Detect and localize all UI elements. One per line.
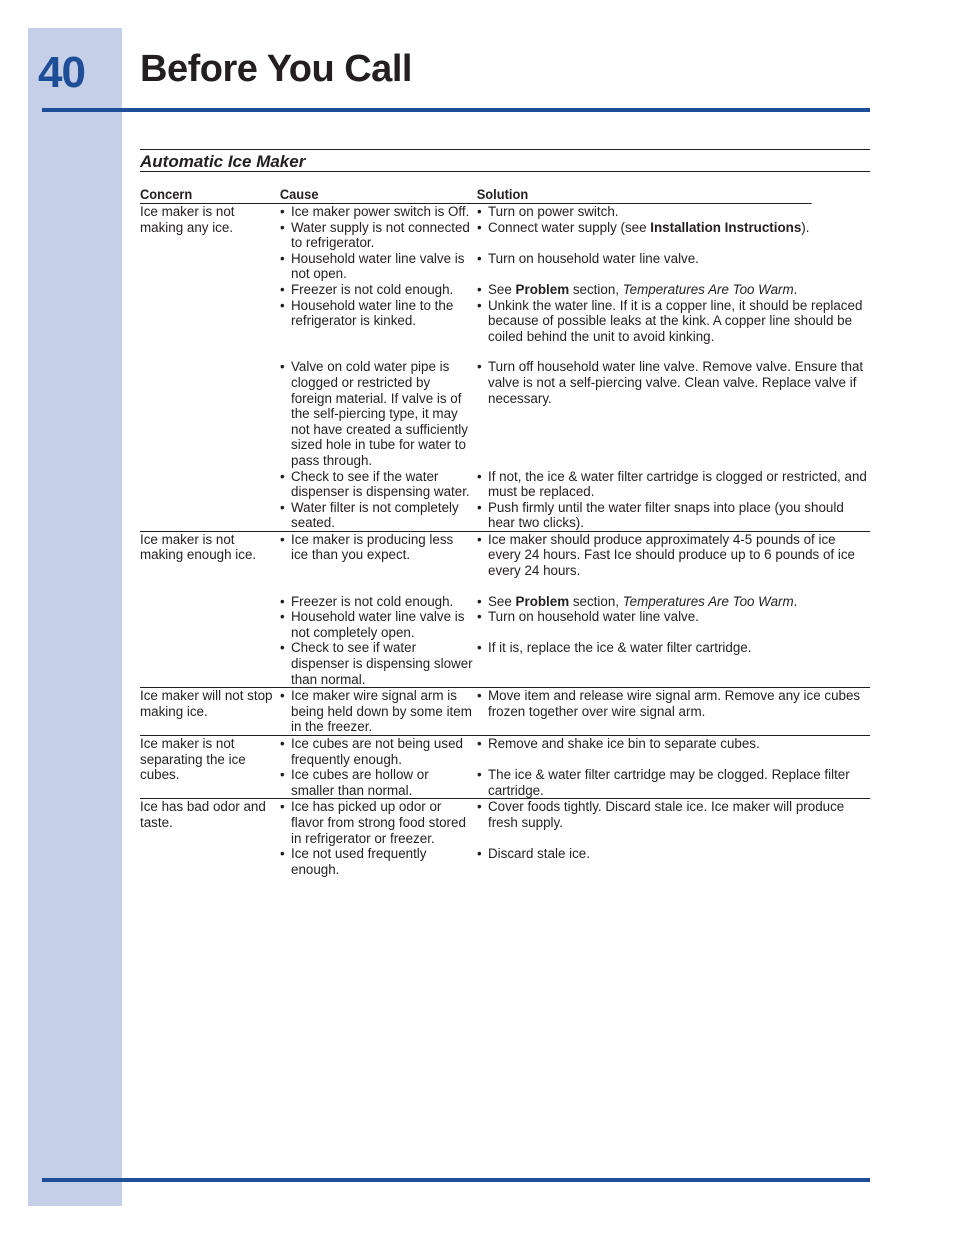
bullet-icon: •: [280, 640, 285, 656]
cause-solution-list: [280, 532, 870, 687]
cause-text: Ice maker power switch is Off.: [291, 204, 470, 219]
solution-text: The ice & water filter cartridge may be clogged. Replace filter cartridge.: [488, 767, 850, 798]
bullet-icon: •: [477, 499, 482, 515]
list-item: [280, 282, 870, 298]
bullet-icon: •: [477, 297, 482, 313]
cause-cell: [280, 204, 477, 220]
solution-text: Remove and shake ice bin to separate cubes.: [488, 736, 760, 751]
cause-text: Freezer is not cold enough.: [291, 281, 454, 297]
solution-cell: [477, 251, 870, 282]
solution-text: Turn off household water line valve. Remove valve. Ensure that valve is not a self-piercing valve. Clean valve. Replace valve if necessary.: [488, 359, 864, 406]
cause-text: Household water line valve is not open.: [291, 250, 465, 282]
solution-text: Ice maker should produce approximately 4-5 pounds of ice every 24 hours. Fast Ice should produce up to 6 pounds of ice every 24 hours.: [488, 531, 855, 579]
solution-text-part: section,: [569, 281, 623, 297]
header-cause: Cause: [279, 186, 319, 202]
list-item: [280, 609, 870, 640]
cause-text: Freezer is not cold enough.: [291, 593, 454, 609]
solution-text: [488, 282, 870, 298]
cause-text: Ice maker is producing less ice than you expect.: [291, 531, 454, 563]
cause-text: Ice has picked up odor or flavor from strong food stored in refrigerator or freezer.: [291, 799, 466, 846]
table-row: [140, 532, 870, 688]
table-row: [140, 799, 870, 877]
solution-cell: [477, 204, 870, 220]
list-item: [280, 251, 870, 282]
table-body: [140, 204, 870, 877]
concern-text: Ice maker is not separating the ice cubes.: [140, 736, 246, 783]
solution-text: [488, 594, 870, 610]
solution-cell: [477, 500, 870, 531]
list-item: [280, 846, 870, 877]
list-item: [280, 767, 870, 798]
bullet-icon: •: [280, 531, 285, 547]
cause-cell: [280, 359, 477, 468]
bullet-icon: •: [477, 846, 482, 862]
bullet-icon: •: [477, 468, 482, 484]
page-sidebar-band: [28, 28, 122, 1206]
bullet-icon: •: [477, 359, 482, 375]
concern-text: Ice maker will not stop making ice.: [140, 688, 273, 719]
list-item: [280, 640, 870, 687]
bullet-icon: •: [280, 219, 285, 235]
concern-text: Ice has bad odor and taste.: [140, 799, 266, 830]
solution-cell: [477, 532, 870, 579]
cause-text: Water filter is not completely seated.: [291, 499, 459, 531]
solution-cell: [477, 688, 870, 735]
bullet-icon: •: [280, 250, 285, 266]
troubleshooting-table: [140, 186, 870, 877]
cause-cell: [280, 500, 477, 531]
solution-cell: [477, 736, 870, 767]
solution-text: [488, 220, 870, 251]
bullet-icon: •: [280, 799, 285, 815]
cause-cell: [280, 282, 477, 298]
bullet-icon: •: [477, 688, 482, 704]
list-item: [280, 500, 870, 531]
list-item: [280, 204, 870, 220]
solution-cell: [477, 298, 870, 345]
solution-text: Push firmly until the water filter snaps into place (you should hear two clicks).: [488, 499, 844, 531]
solution-italic-text: Temperatures Are Too Warm: [622, 281, 794, 297]
cause-cell: [280, 736, 477, 767]
bullet-icon: •: [280, 281, 285, 297]
solution-cell: [477, 609, 870, 640]
list-item: [280, 736, 870, 767]
bullet-icon: •: [280, 359, 285, 375]
bullet-icon: •: [477, 281, 482, 297]
cause-text: Household water line to the refrigerator is kinked.: [291, 297, 454, 329]
table-row: [140, 736, 870, 799]
list-item: [280, 799, 870, 846]
section-title: Automatic Ice Maker: [140, 152, 306, 171]
bullet-icon: •: [280, 688, 285, 704]
bullet-icon: •: [477, 593, 482, 609]
bullet-icon: •: [477, 736, 482, 751]
concern-text: Ice maker is not making any ice.: [140, 204, 235, 235]
cause-text: Valve on cold water pipe is clogged or restricted by foreign material. If valve is of the self-piercing type, it may not have created a sufficiently sized hole in tube for water to pass through.: [291, 359, 468, 468]
bullet-icon: •: [477, 250, 482, 266]
solution-text: Move item and release wire signal arm. Remove any ice cubes frozen together over wire signal arm.: [488, 688, 861, 719]
solution-text-part: .: [793, 593, 798, 609]
bullet-icon: •: [280, 846, 285, 862]
header-rule: [42, 108, 870, 112]
bullet-icon: •: [477, 799, 482, 815]
solution-text: Unkink the water line. If it is a copper line, it should be replaced because of possible leaks at the kink. A copper line should be coiled behind the unit to avoid kinking.: [488, 297, 863, 344]
solution-cell: [477, 469, 870, 500]
cause-solution-list: [280, 799, 870, 877]
cause-text: Ice cubes are hollow or smaller than normal.: [291, 767, 429, 798]
cause-cell: [280, 298, 477, 345]
list-item: [280, 688, 870, 735]
bullet-icon: •: [280, 468, 285, 484]
list-item: [280, 532, 870, 594]
solution-cell: [477, 594, 870, 610]
page-title: Before You Call: [140, 48, 412, 90]
solution-cell: [477, 640, 870, 687]
solution-bold-text: Installation Instructions: [650, 219, 802, 235]
cause-cell: [280, 640, 477, 687]
solution-text: Discard stale ice.: [488, 846, 590, 862]
cause-text: Check to see if water dispenser is dispensing slower than normal.: [291, 640, 473, 687]
solution-italic-text: Temperatures Are Too Warm: [622, 593, 794, 609]
solution-cell: [477, 846, 870, 877]
bullet-icon: •: [280, 204, 285, 219]
bullet-icon: •: [280, 499, 285, 515]
cause-text: Check to see if the water dispenser is dispensing water.: [291, 468, 470, 500]
header-concern: Concern: [140, 186, 193, 202]
solution-text: Turn on household water line valve.: [488, 609, 699, 625]
cause-cell: [280, 251, 477, 282]
bullet-icon: •: [477, 640, 482, 656]
solution-text-part: See: [488, 281, 516, 297]
solution-bold-text: Problem: [515, 593, 570, 609]
solution-text: If it is, replace the ice & water filter cartridge.: [488, 640, 752, 656]
cause-text: Ice cubes are not being used frequently enough.: [291, 736, 463, 767]
cause-text: Water supply is not connected to refrigerator.: [291, 219, 470, 251]
section-rule-top: [140, 149, 870, 150]
solution-bold-text: Problem: [515, 281, 570, 297]
bullet-icon: •: [477, 767, 482, 783]
solution-cell: [477, 767, 870, 798]
solution-text: Turn on household water line valve.: [488, 250, 699, 266]
list-item: [280, 359, 870, 468]
table-row: [140, 204, 870, 532]
solution-text: Turn on power switch.: [488, 204, 619, 219]
cause-solution-list: [280, 688, 870, 735]
cause-cell: [280, 220, 477, 251]
bullet-icon: •: [477, 609, 482, 625]
solution-cell: [477, 799, 870, 846]
cause-text: Household water line valve is not completely open.: [291, 609, 465, 640]
list-item: [280, 469, 870, 500]
header-solution: Solution: [476, 186, 529, 202]
table-row: [140, 688, 870, 736]
cause-solution-list: [280, 204, 870, 531]
cause-cell: [280, 609, 477, 640]
bullet-icon: •: [280, 609, 285, 625]
list-item: [280, 220, 870, 251]
solution-text-part: ).: [801, 219, 810, 235]
solution-text: Cover foods tightly. Discard stale ice. Ice maker will produce fresh supply.: [488, 799, 845, 830]
solution-text-part: section,: [569, 593, 623, 609]
list-item: [280, 594, 870, 610]
footer-rule: [42, 1178, 870, 1182]
bullet-icon: •: [280, 297, 285, 313]
cause-cell: [280, 799, 477, 846]
solution-cell: [477, 220, 870, 251]
bullet-icon: •: [477, 531, 482, 547]
bullet-icon: •: [280, 736, 285, 751]
solution-text: If not, the ice & water filter cartridge is clogged or restricted, and must be replaced.: [488, 468, 867, 500]
cause-cell: [280, 688, 477, 735]
cause-cell: [280, 532, 477, 579]
bullet-icon: •: [280, 593, 285, 609]
bullet-icon: •: [477, 219, 482, 235]
solution-text-part: .: [793, 281, 798, 297]
solution-cell: [477, 359, 870, 468]
concern-text: Ice maker is not making enough ice.: [140, 531, 257, 563]
list-item: [280, 298, 870, 360]
solution-text-part: Connect water supply (see: [488, 219, 651, 235]
cause-text: Ice maker wire signal arm is being held down by some item in the freezer.: [291, 688, 472, 735]
cause-text: Ice not used frequently enough.: [291, 846, 427, 877]
bullet-icon: •: [477, 204, 482, 219]
solution-text-part: See: [488, 593, 516, 609]
cause-cell: [280, 594, 477, 610]
cause-solution-list: [280, 736, 870, 798]
cause-cell: [280, 767, 477, 798]
cause-cell: [280, 469, 477, 500]
table-header: [140, 186, 812, 204]
section-rule-bottom: [140, 171, 870, 172]
page-number: 40: [38, 48, 85, 97]
cause-cell: [280, 846, 477, 877]
solution-cell: [477, 282, 870, 298]
bullet-icon: •: [280, 767, 285, 783]
